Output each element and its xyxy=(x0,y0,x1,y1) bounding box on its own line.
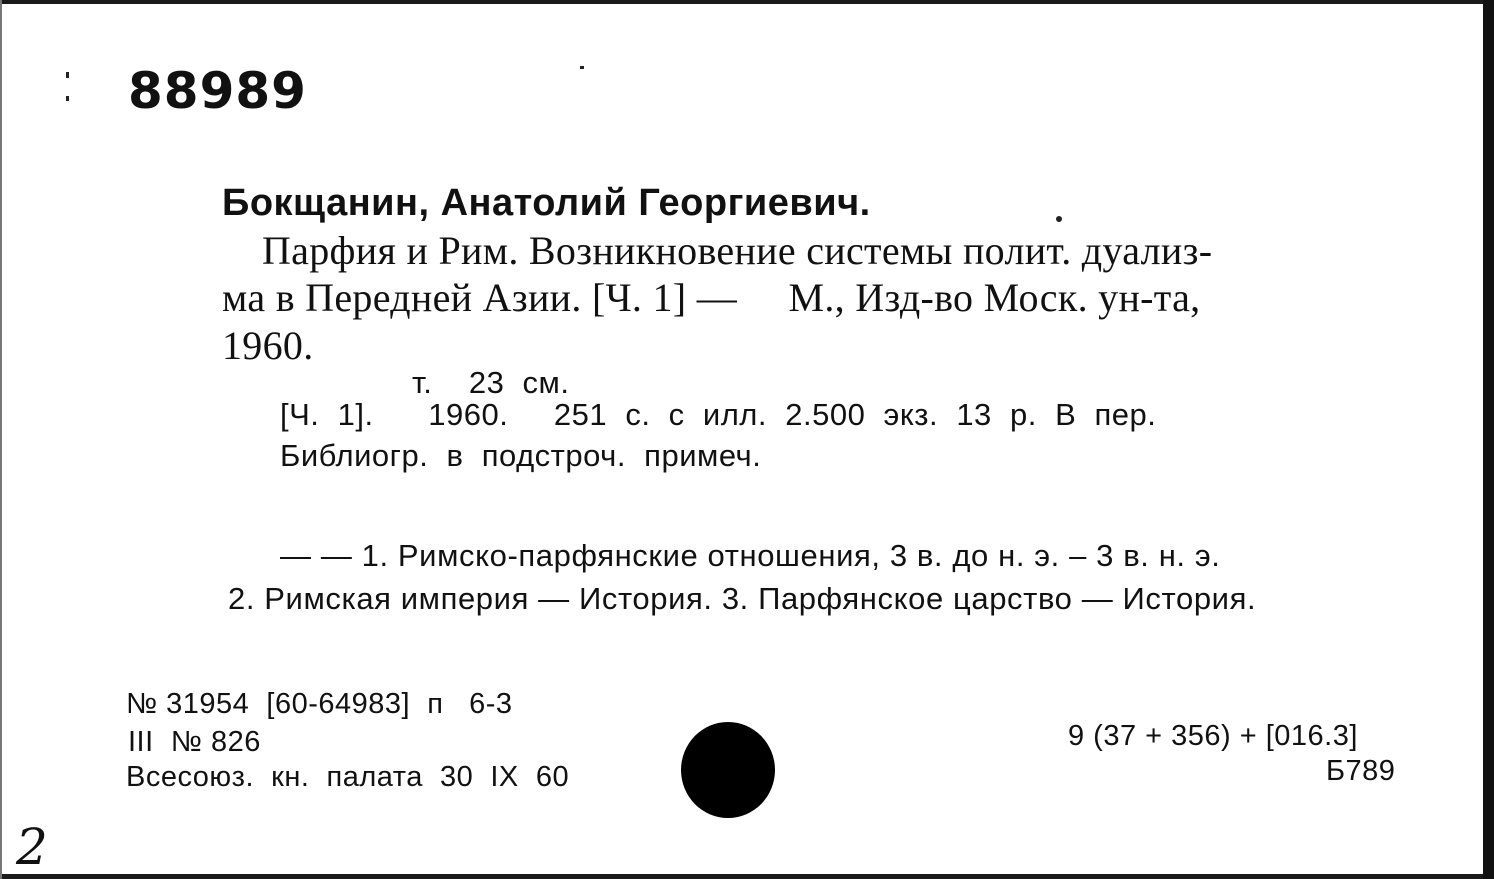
subject-heading-line-2: 2. Римская империя — История. 3. Парфянское царство — История. xyxy=(228,581,1257,616)
speck xyxy=(66,96,69,101)
speck xyxy=(1056,216,1062,222)
card-right-edge xyxy=(1483,0,1494,879)
accession-number: 88989 xyxy=(128,62,307,120)
card-left-edge xyxy=(0,0,2,879)
title-line-3: 1960. xyxy=(222,323,314,368)
card-number-line: № 31954 [60-64983] п 6-3 xyxy=(126,688,513,720)
author-mark: Б789 xyxy=(1326,755,1396,787)
title-line-2: ма в Передней Азии. [Ч. 1] — М., Изд-во Моск. ун-та, xyxy=(222,275,1201,320)
publisher-chamber-line: Всесоюз. кн. палата 30 IX 60 xyxy=(126,761,570,793)
print-run-line: III № 826 xyxy=(128,726,261,758)
title-line-1: Парфия и Рим. Возникновение системы полит. дуализ- xyxy=(262,228,1213,273)
classification-index: 9 (37 + 356) + [016.3] xyxy=(1068,720,1358,752)
bibliography-note: Библиогр. в подстроч. примеч. xyxy=(280,438,762,473)
handwritten-mark: 2 xyxy=(16,818,48,876)
card-top-edge xyxy=(0,0,1494,4)
volume-description: т. 23 см. xyxy=(412,365,570,400)
subject-heading-line-1: — — 1. Римско-парфянские отношения, 3 в. до н. э. – 3 в. н. э. xyxy=(280,538,1221,573)
author-heading: Бокщанин, Анатолий Георгиевич. xyxy=(222,182,871,224)
speck xyxy=(580,66,584,69)
speck xyxy=(66,72,69,78)
card-bottom-edge xyxy=(0,874,1494,879)
collation-line: [Ч. 1]. 1960. 251 с. с илл. 2.500 экз. 13 р. В пер. xyxy=(280,397,1157,432)
punch-hole xyxy=(681,722,775,818)
